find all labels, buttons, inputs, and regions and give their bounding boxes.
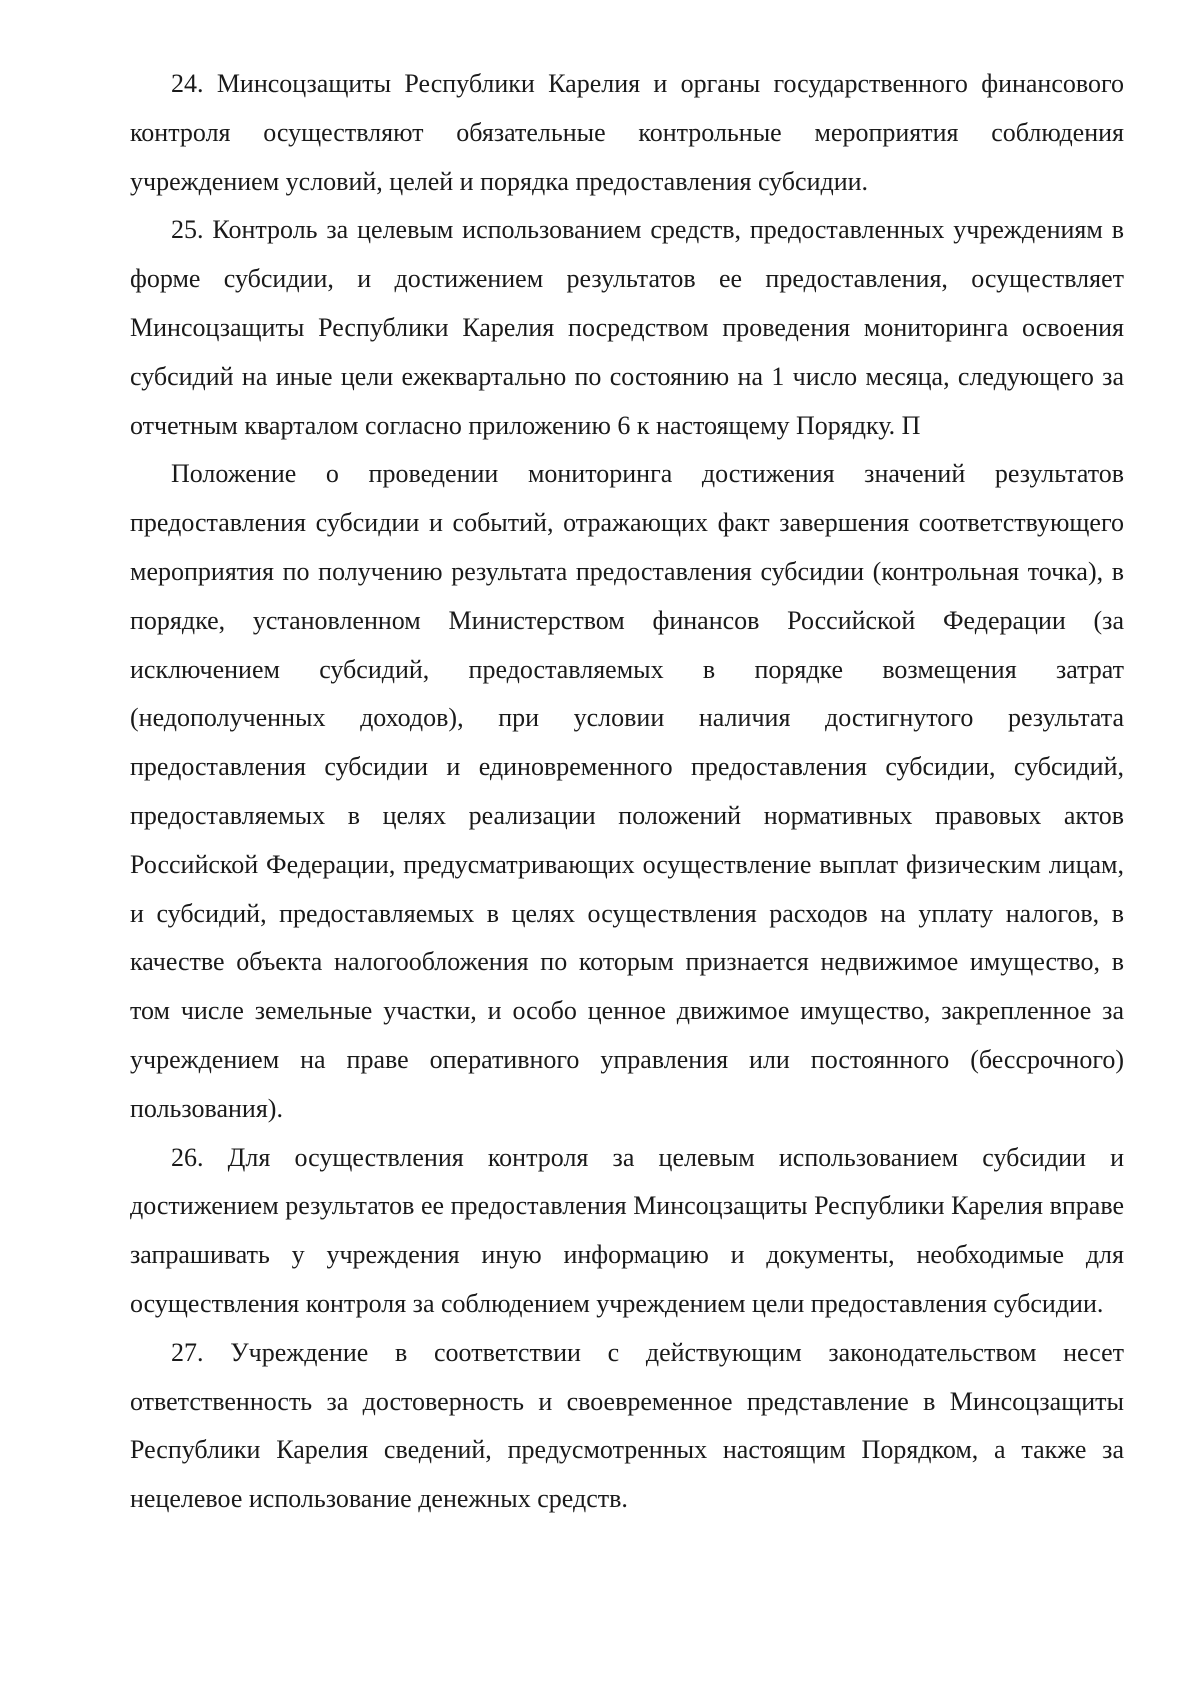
paragraph-text: Контроль за целевым использованием средств, предоставленных учреждениям в форме субсидии, и достижением результатов ее предоставления, осуществляет Минсоцзащиты Республики Карелия посредством проведения мониторинга освоения субсидий на иные цели ежеквартально по состоянию на 1 число месяца, следующего за отчетным кварталом согласно приложению 6 к настоящему Порядку. П (130, 215, 1124, 440)
paragraph-text: Учреждение в соответствии с действующим законодательством несет ответственность за достоверность и своевременное представление в Минсоцзащиты Республики Карелия сведений, предусмотренных настоящим Порядком, а также за нецелевое использование денежных средств. (130, 1337, 1124, 1514)
paragraph-monitoring (130, 450, 1124, 1133)
paragraph-26 (130, 1134, 1124, 1329)
paragraph-text: Для осуществления контроля за целевым использованием субсидии и достижением результатов ее предоставления Минсоцзащиты Республики Карелия вправе запрашивать у учреждения иную информацию и документы, необходимые для осуществления контроля за соблюдением учреждением цели предоставления субсидии. (130, 1142, 1124, 1318)
paragraph-text: Положение о проведении мониторинга достижения значений результатов предоставления субсидии и событий, отражающих факт завершения соответствующего мероприятия по получению результата предоставления субсидии (контрольная точка), в порядке, установленном Министерством финансов Российской Федерации (за исключением субсидий, предоставляемых в порядке возмещения затрат (недополученных доходов), при условии наличия достигнутого результата предоставления субсидии и единовременного предоставления субсидии, субсидий, предоставляемых в целях реализации положений нормативных правовых актов Российской Федерации, предусматривающих осуществление выплат физическим лицам, и субсидий, предоставляемых в целях осуществления расходов на уплату налогов, в качестве объекта налогообложения по которым признается недвижимое имущество, в том числе земельные участки, и особо ценное движимое имущество, закрепленное за учреждением на праве оперативного управления или постоянного (бессрочного) пользования). (130, 459, 1124, 1123)
paragraph-number: 26. (171, 1142, 204, 1172)
paragraph-27 (130, 1329, 1124, 1524)
paragraph-number: 25. (171, 215, 204, 245)
paragraph-25 (130, 206, 1124, 450)
paragraph-number: 24. (171, 69, 204, 98)
paragraph-text: Минсоцзащиты Республики Карелия и органы государственного финансового контроля осуществляют обязательные контрольные мероприятия соблюдения учреждением условий, целей и порядка предоставления субсидии. (130, 69, 1125, 196)
document-page (130, 60, 1124, 1524)
paragraph-number: 27. (171, 1337, 204, 1367)
paragraph-24 (130, 60, 1124, 206)
